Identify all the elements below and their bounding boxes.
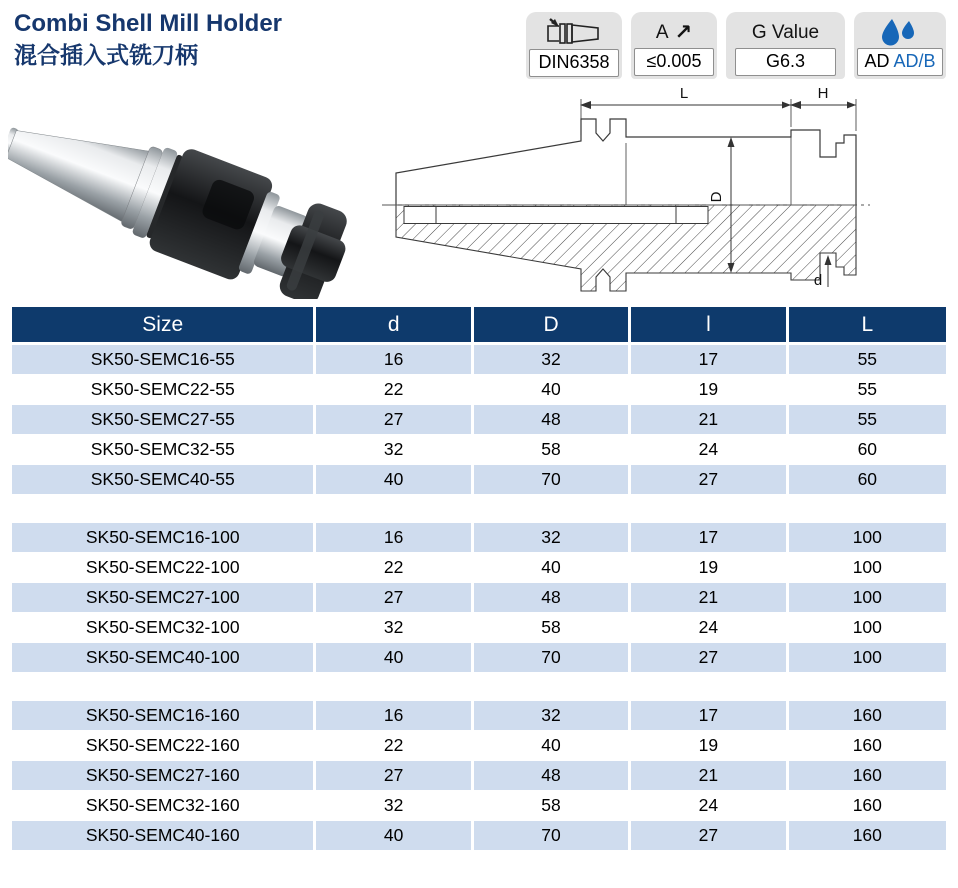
table-cell: 19: [631, 731, 788, 761]
technical-drawing: [376, 85, 954, 297]
figures-row: [0, 79, 958, 301]
table-row: [12, 375, 946, 405]
table-cell: 19: [631, 553, 788, 583]
column-header-3: l: [631, 307, 788, 345]
table-cell: SK50-SEMC16-100: [12, 523, 316, 553]
table-cell: 27: [631, 821, 788, 851]
coolant-value-adb: AD/B: [893, 51, 936, 72]
coolant-value-ad: AD: [864, 51, 890, 72]
table-cell: 48: [474, 761, 631, 791]
table-cell: 32: [474, 523, 631, 553]
table-cell: 48: [474, 405, 631, 435]
table-cell: SK50-SEMC40-100: [12, 643, 316, 673]
table-cell: 40: [316, 465, 473, 495]
dim-label-H: H: [817, 85, 829, 102]
table-cell: 160: [789, 791, 946, 821]
table-cell: 70: [474, 465, 631, 495]
table-cell: 19: [631, 375, 788, 405]
column-header-2: D: [474, 307, 631, 345]
table-cell: SK50-SEMC27-55: [12, 405, 316, 435]
table-cell: 40: [316, 643, 473, 673]
table-cell: 24: [631, 791, 788, 821]
table-cell: 27: [316, 761, 473, 791]
table-cell: SK50-SEMC40-55: [12, 465, 316, 495]
table-cell: 32: [316, 791, 473, 821]
toolholder-icon: [543, 17, 605, 49]
table-cell: 27: [631, 465, 788, 495]
table-row: [12, 821, 946, 851]
table-cell: 24: [631, 435, 788, 465]
table-cell: 160: [789, 701, 946, 731]
table-row: [12, 643, 946, 673]
table-row: [12, 613, 946, 643]
table-cell: 22: [316, 375, 473, 405]
badge-din-standard: [526, 12, 622, 79]
table-cell: 40: [474, 375, 631, 405]
badge-coolant: [854, 12, 946, 79]
table-cell: 100: [789, 643, 946, 673]
table-cell: 32: [474, 345, 631, 375]
table-cell: 22: [316, 553, 473, 583]
table-cell: 58: [474, 435, 631, 465]
table-cell: SK50-SEMC32-100: [12, 613, 316, 643]
table-cell: SK50-SEMC22-100: [12, 553, 316, 583]
table-cell: 55: [789, 345, 946, 375]
table-cell: 21: [631, 583, 788, 613]
din-standard-value: DIN6358: [529, 49, 619, 77]
table-cell: 21: [631, 405, 788, 435]
dim-label-d: d: [813, 272, 823, 289]
arrow-up-right-icon: ↗: [674, 21, 693, 45]
table-row: [12, 701, 946, 731]
size-table-head: [12, 307, 946, 345]
column-header-0: Size: [12, 307, 316, 345]
coolant-drops-icon: [878, 17, 922, 48]
table-cell: 160: [789, 761, 946, 791]
table-cell: 16: [316, 345, 473, 375]
table-cell: 70: [474, 643, 631, 673]
table-cell: 70: [474, 821, 631, 851]
table-row: [12, 761, 946, 791]
table-cell: 60: [789, 435, 946, 465]
page-header: [0, 0, 958, 79]
size-table: [12, 307, 946, 851]
table-cell: 17: [631, 345, 788, 375]
table-cell: 32: [474, 701, 631, 731]
table-cell: 100: [789, 613, 946, 643]
table-cell: 32: [316, 613, 473, 643]
table-row: [12, 731, 946, 761]
table-row: [12, 345, 946, 375]
gap-cell: [12, 495, 946, 523]
page-title: Combi Shell Mill Holder: [14, 10, 283, 37]
table-cell: SK50-SEMC22-160: [12, 731, 316, 761]
table-row: [12, 465, 946, 495]
table-cell: 32: [316, 435, 473, 465]
table-cell: 160: [789, 821, 946, 851]
table-cell: SK50-SEMC27-100: [12, 583, 316, 613]
table-cell: SK50-SEMC32-160: [12, 791, 316, 821]
table-cell: 58: [474, 613, 631, 643]
table-cell: 24: [631, 613, 788, 643]
table-cell: 27: [631, 643, 788, 673]
table-cell: 17: [631, 701, 788, 731]
table-cell: 27: [316, 583, 473, 613]
page-subtitle: 混合插入式铣刀柄: [14, 41, 198, 68]
spec-badges: [526, 12, 946, 79]
g-value: G6.3: [735, 48, 836, 76]
table-cell: SK50-SEMC22-55: [12, 375, 316, 405]
product-photo: [8, 79, 376, 299]
table-cell: 100: [789, 553, 946, 583]
table-row: [12, 583, 946, 613]
column-header-1: d: [316, 307, 473, 345]
table-cell: 22: [316, 731, 473, 761]
title-block: [14, 10, 282, 69]
header-row: [12, 307, 946, 345]
table-cell: 55: [789, 375, 946, 405]
table-cell: 100: [789, 583, 946, 613]
table-row: [12, 553, 946, 583]
size-table-body: [12, 345, 946, 851]
table-row: [12, 523, 946, 553]
table-cell: 21: [631, 761, 788, 791]
table-cell: 58: [474, 791, 631, 821]
table-cell: SK50-SEMC27-160: [12, 761, 316, 791]
table-cell: SK50-SEMC40-160: [12, 821, 316, 851]
table-cell: SK50-SEMC16-160: [12, 701, 316, 731]
table-cell: 60: [789, 465, 946, 495]
table-cell: 16: [316, 523, 473, 553]
dim-label-D: D: [708, 191, 725, 203]
group-gap: [12, 495, 946, 523]
badge-runout: [631, 12, 717, 79]
table-cell: SK50-SEMC16-55: [12, 345, 316, 375]
table-cell: 100: [789, 523, 946, 553]
dim-label-L: L: [679, 85, 689, 102]
table-cell: 17: [631, 523, 788, 553]
table-cell: SK50-SEMC32-55: [12, 435, 316, 465]
table-cell: 160: [789, 731, 946, 761]
runout-label: [656, 17, 692, 48]
table-cell: 40: [474, 731, 631, 761]
table-row: [12, 435, 946, 465]
gap-cell: [12, 673, 946, 701]
runout-value: ≤0.005: [634, 48, 714, 76]
runout-letter: A: [655, 21, 669, 43]
g-value-label: G Value: [751, 21, 820, 43]
table-row: [12, 405, 946, 435]
badge-g-value: [726, 12, 845, 79]
table-cell: 27: [316, 405, 473, 435]
table-cell: 16: [316, 701, 473, 731]
table-row: [12, 791, 946, 821]
table-cell: 48: [474, 583, 631, 613]
column-header-4: L: [789, 307, 946, 345]
group-gap: [12, 673, 946, 701]
table-cell: 40: [316, 821, 473, 851]
coolant-value: [857, 48, 943, 76]
table-cell: 55: [789, 405, 946, 435]
table-cell: 40: [474, 553, 631, 583]
